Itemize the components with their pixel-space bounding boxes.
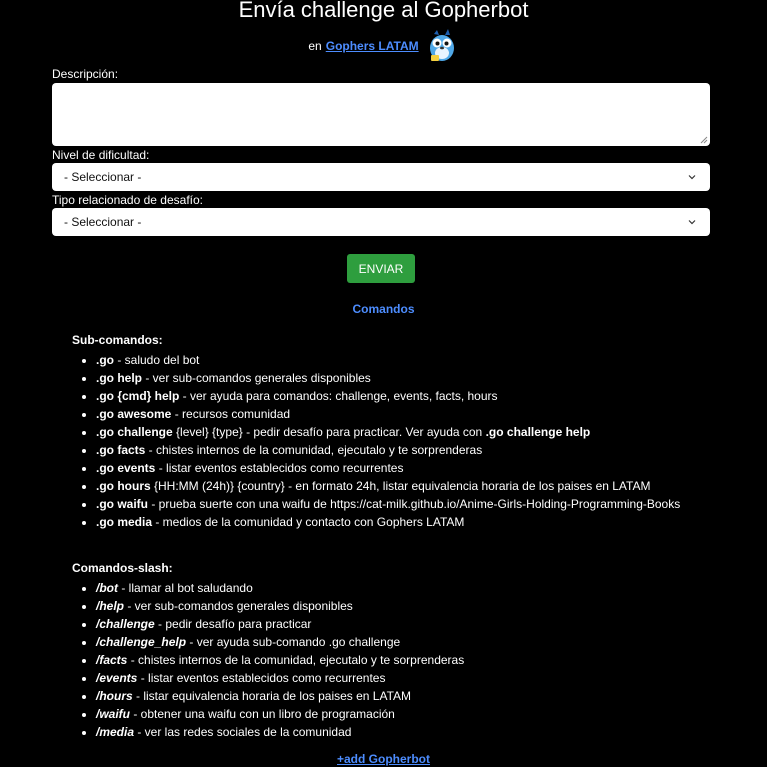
resize-grip-icon[interactable] [700, 136, 708, 144]
gophers-latam-link[interactable]: Gophers LATAM [325, 39, 419, 53]
list-item: • .go challenge {level} {type} - pedir desafío para practicar. Ver ayuda con .go challenge help [96, 423, 680, 441]
subcommands-heading: Sub-comandos: [72, 333, 163, 347]
type-select-value: - Seleccionar - [64, 215, 142, 229]
list-item: • /bot - llamar al bot saludando [96, 579, 464, 597]
list-item: • .go media - medios de la comunidad y contacto con Gophers LATAM [96, 513, 680, 531]
list-item: • /hours - listar equivalencia horaria de los paises en LATAM [96, 687, 464, 705]
add-gopherbot-link[interactable]: +add Gopherbot [337, 752, 430, 766]
type-select[interactable] [52, 208, 710, 236]
subcommands-list [72, 351, 680, 531]
list-item: • /waifu - obtener una waifu con un libro de programación [96, 705, 464, 723]
list-item: • .go events - listar eventos establecidos como recurrentes [96, 459, 680, 477]
gopher-mascot-icon [425, 28, 459, 64]
difficulty-label: Nivel de dificultad: [52, 148, 150, 162]
list-item: • .go {cmd} help - ver ayuda para comandos: challenge, events, facts, hours [96, 387, 680, 405]
list-item: • .go waifu - prueba suerte con una waifu de https://cat-milk.github.io/Anime-Girls-Holding-Programming-Books [96, 495, 680, 513]
list-item: • /events - listar eventos establecidos como recurrentes [96, 669, 464, 687]
commands-link[interactable]: Comandos [352, 302, 415, 316]
list-item: • .go awesome - recursos comunidad [96, 405, 680, 423]
chevron-down-icon [686, 171, 698, 183]
type-label: Tipo relacionado de desafío: [52, 193, 203, 207]
submit-button[interactable]: ENVIAR [347, 254, 415, 283]
description-textarea[interactable] [52, 83, 710, 146]
list-item: • /challenge - pedir desafío para practicar [96, 615, 464, 633]
slash-commands-list [72, 579, 464, 741]
chevron-down-icon [686, 216, 698, 228]
list-item: • .go facts - chistes internos de la comunidad, ejecutalo y te sorprenderas [96, 441, 680, 459]
difficulty-select[interactable] [52, 163, 710, 191]
list-item: • /help - ver sub-comandos generales disponibles [96, 597, 464, 615]
list-item: • .go help - ver sub-comandos generales disponibles [96, 369, 680, 387]
difficulty-select-value: - Seleccionar - [64, 170, 142, 184]
list-item: • /media - ver las redes sociales de la comunidad [96, 723, 464, 741]
list-item: • .go hours {HH:MM (24h)} {country} - en formato 24h, listar equivalencia horaria de los paises en LATAM [96, 477, 680, 495]
list-item: • /challenge_help - ver ayuda sub-comando .go challenge [96, 633, 464, 651]
byline [0, 28, 767, 64]
byline-prefix: en [308, 39, 322, 53]
description-label: Descripción: [52, 67, 119, 81]
slash-commands-heading: Comandos-slash: [72, 561, 173, 575]
page-title: Envía challenge al Gopherbot [238, 0, 529, 22]
slash-commands-section [72, 561, 464, 741]
list-item: • .go - saludo del bot [96, 351, 680, 369]
subcommands-section [72, 333, 680, 531]
list-item: • /facts - chistes internos de la comunidad, ejecutalo y te sorprenderas [96, 651, 464, 669]
